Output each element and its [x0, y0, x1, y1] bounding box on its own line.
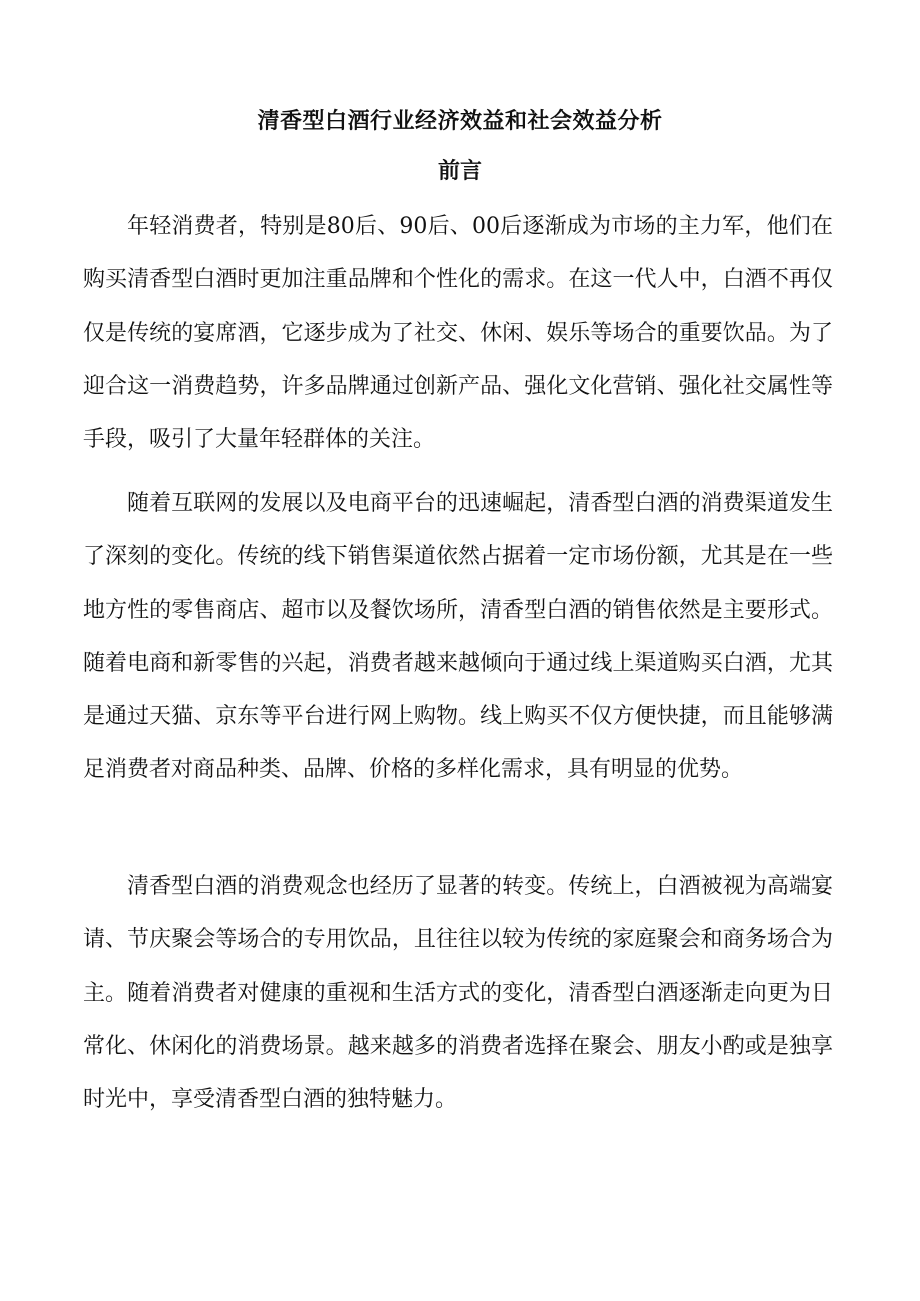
body-paragraph-2: 随着互联网的发展以及电商平台的迅速崛起，清香型白酒的消费渠道发生了深刻的变化。传统的线下销售渠道依然占据着一定市场份额，尤其是在一些地方性的零售商店、超市以及餐饮场所，清香型白酒的销售依然是主要形式。随着电商和新零售的兴起，消费者越来越倾向于通过线上渠道购买白酒，尤其是通过天猫、京东等平台进行网上购物。线上购买不仅方便快捷，而且能够满足消费者对商品种类、品牌、价格的多样化需求，具有明显的优势。 — [83, 491, 833, 783]
body-paragraph-1: 年轻消费者，特别是80后、90后、00后逐渐成为市场的主力军，他们在购买清香型白酒时更加注重品牌和个性化的需求。在这一代人中，白酒不再仅仅是传统的宴席酒，它逐步成为了社交、休闲、娱乐等场合的重要饮品。为了迎合这一消费趋势，许多品牌通过创新产品、强化文化营销、强化社交属性等手段，吸引了大量年轻群体的关注。 — [83, 214, 833, 453]
section-heading: 前言 — [437, 158, 482, 184]
document-title: 清香型白酒行业经济效益和社会效益分析 — [257, 108, 663, 134]
body-paragraph-3: 清香型白酒的消费观念也经历了显著的转变。传统上，白酒被视为高端宴请、节庆聚会等场合的专用饮品，且往往以较为传统的家庭聚会和商务场合为主。随着消费者对健康的重视和生活方式的变化，清香型白酒逐渐走向更为日常化、休闲化的消费场景。越来越多的消费者选择在聚会、朋友小酌或是独享时光中，享受清香型白酒的独特魅力。 — [83, 874, 833, 1113]
